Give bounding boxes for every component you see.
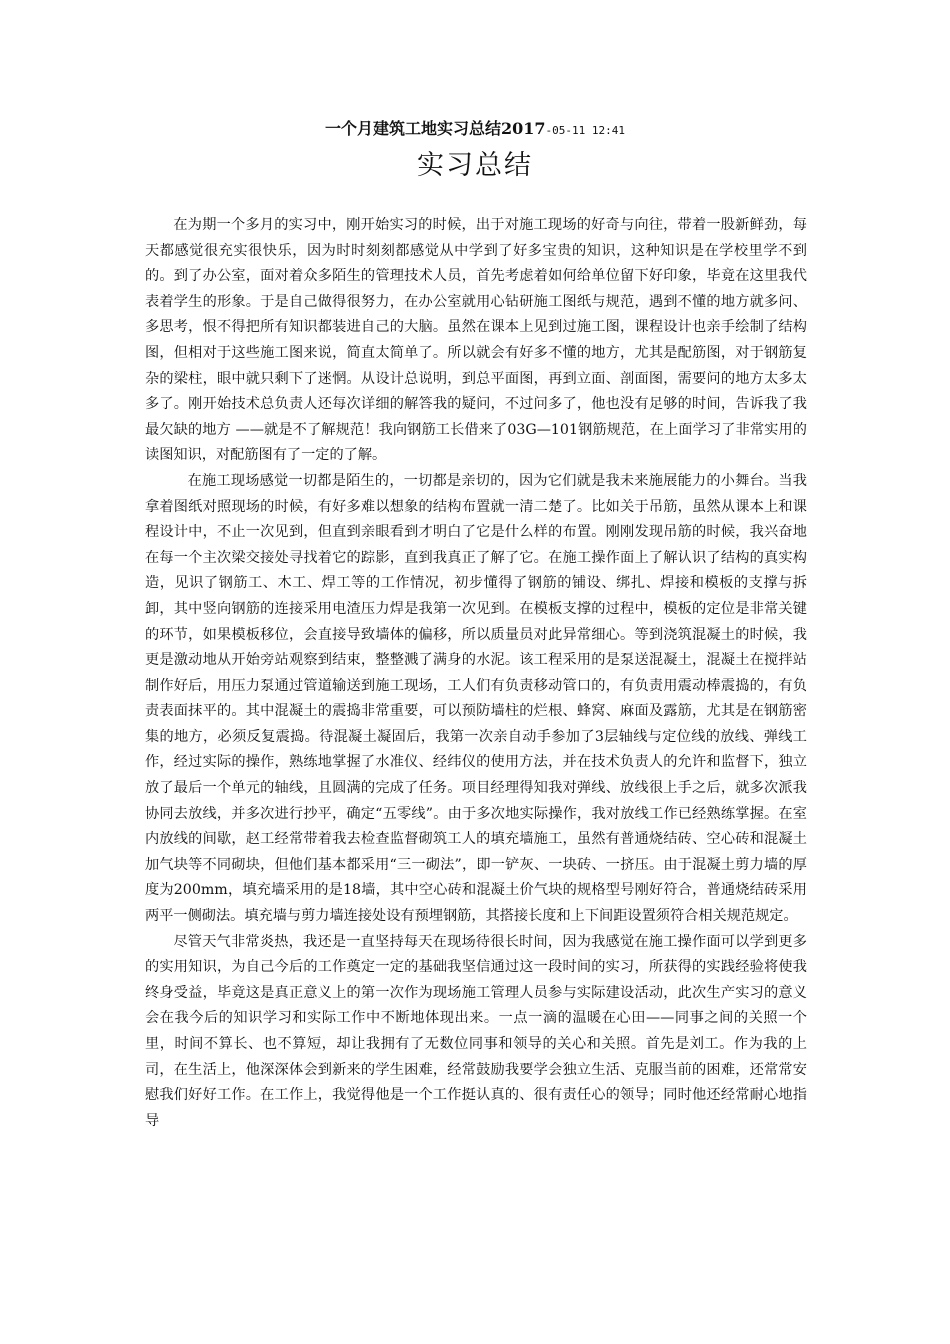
header-title: 一个月建筑工地实习总结2017 [324, 119, 546, 138]
document-body [145, 213, 807, 1134]
paragraph: 在施工现场感觉一切都是陌生的，一切都是亲切的，因为它们就是我未来施展能力的小舞台。当我拿着图纸对照现场的时候，有好多难以想象的结构布置就一清二楚了。比如关于吊筋，虽然从课本上和课程设计中，不止一次见到，但直到亲眼看到才明白了它是什么样的布置。刚刚发现吊筋的时候，我兴奋地在每一个主次梁交接处寻找着它的踪影，直到我真正了解了它。在施工操作面上了解认识了结构的真实构造，见识了钢筋工、木工、焊工等的工作情况，初步懂得了钢筋的铺设、绑扎、焊接和模板的支撑与拆卸，其中竖向钢筋的连接采用电渣压力焊是我第一次见到。在模板支撑的过程中，模板的定位是非常关键的环节，如果模板移位，会直接导致墙体的偏移，所以质量员对此异常细心。等到浇筑混凝土的时候，我更是激动地从开始旁站观察到结束，整整溅了满身的水泥。该工程采用的是泵送混凝土，混凝土在搅拌站制作好后，用压力泵通过管道输送到施工现场，工人们有负责移动管口的，有负责用震动棒震捣的，有负责表面抹平的。其中混凝土的震捣非常重要，可以预防墙柱的烂根、蜂窝、麻面及露筋，尤其是在钢筋密集的地方，必须反复震捣。待混凝土凝固后，我第一次亲自动手参加了3层轴线与定位线的放线、弹线工作，经过实际的操作，熟练地掌握了水准仪、经纬仪的使用方法，并在技术负责人的允许和监督下，独立放了最后一个单元的轴线，且圆满的完成了任务。项目经理得知我对弹线、放线很上手之后，就多次派我协同去放线，并多次进行抄平，确定“五零线”。由于多次地实际操作，我对放线工作已经熟练掌握。在室内放线的间歇，赵工经常带着我去检查监督砌筑工人的填充墙施工，虽然有普通烧结砖、空心砖和混凝土加气块等不同砌块，但他们基本都采用“三一砌法”，即一铲灰、一块砖、一挤压。由于混凝土剪力墙的厚度为200mm，填充墙采用的是18墙，其中空心砖和混凝土价气块的规格型号刚好符合，普通烧结砖采用两平一侧砌法。填充墙与剪力墙连接处设有预埋钢筋，其搭接长度和上下间距设置须符合相关规范规定。 [145, 472, 807, 925]
paragraph: 在为期一个多月的实习中，刚开始实习的时候，出于对施工现场的好奇与向往，带着一股新鲜劲，每天都感觉很充实很快乐，因为时时刻刻都感觉从中学到了好多宝贵的知识，这种知识是在学校里学不到的。到了办公室，面对着众多陌生的管理技术人员，首先考虑着如何给单位留下好印象，毕竟在这里我代表着学生的形象。于是自己做得很努力，在办公室就用心钻研施工图纸与规范，遇到不懂的地方就多问、多思考，恨不得把所有知识都装进自己的大脑。虽然在课本上见到过施工图，课程设计也亲手绘制了结构图，但相对于这些施工图来说，简直太简单了。所以就会有好多不懂的地方，尤其是配筋图，对于钢筋复杂的梁柱，眼中就只剩下了迷惘。从设计总说明，到总平面图，再到立面、剖面图，需要问的地方太多太多了。刚开始技术总负责人还每次详细的解答我的疑问，不过问多了，他也没有足够的时间，告诉我了我最欠缺的地方 ——就是不了解规范！我向钢筋工长借来了03G—101钢筋规范，在上面学习了非常实用的读图知识，对配筋图有了一定的了解。 [145, 217, 807, 464]
header-date: -05-11 12:41 [545, 124, 626, 137]
paragraph: 尽管天气非常炎热，我还是一直坚持每天在现场待很长时间，因为我感觉在施工操作面可以学到更多的实用知识，为自己今后的工作奠定一定的基础我坚信通过这一段时间的实习，所获得的实践经验将使我终身受益，毕竟这是真正意义上的第一次作为现场施工管理人员参与实际建设活动，此次生产实习的意义会在我今后的知识学习和实际工作中不断地体现出来。一点一滴的温暖在心田——同事之间的关照一个里，时间不算长、也不算短，却让我拥有了无数位同事和领导的关心和关照。首先是刘工。作为我的上司，在生活上，他深深体会到新来的学生困难，经常鼓励我要学会独立生活、克服当前的困难，还常常安慰我们好好工作。在工作上，我觉得他是一个工作挺认真的、很有责任心的领导；同时他还经常耐心地指导 [145, 933, 807, 1129]
document-header [0, 118, 950, 142]
document-title: 实习总结 [417, 150, 533, 181]
